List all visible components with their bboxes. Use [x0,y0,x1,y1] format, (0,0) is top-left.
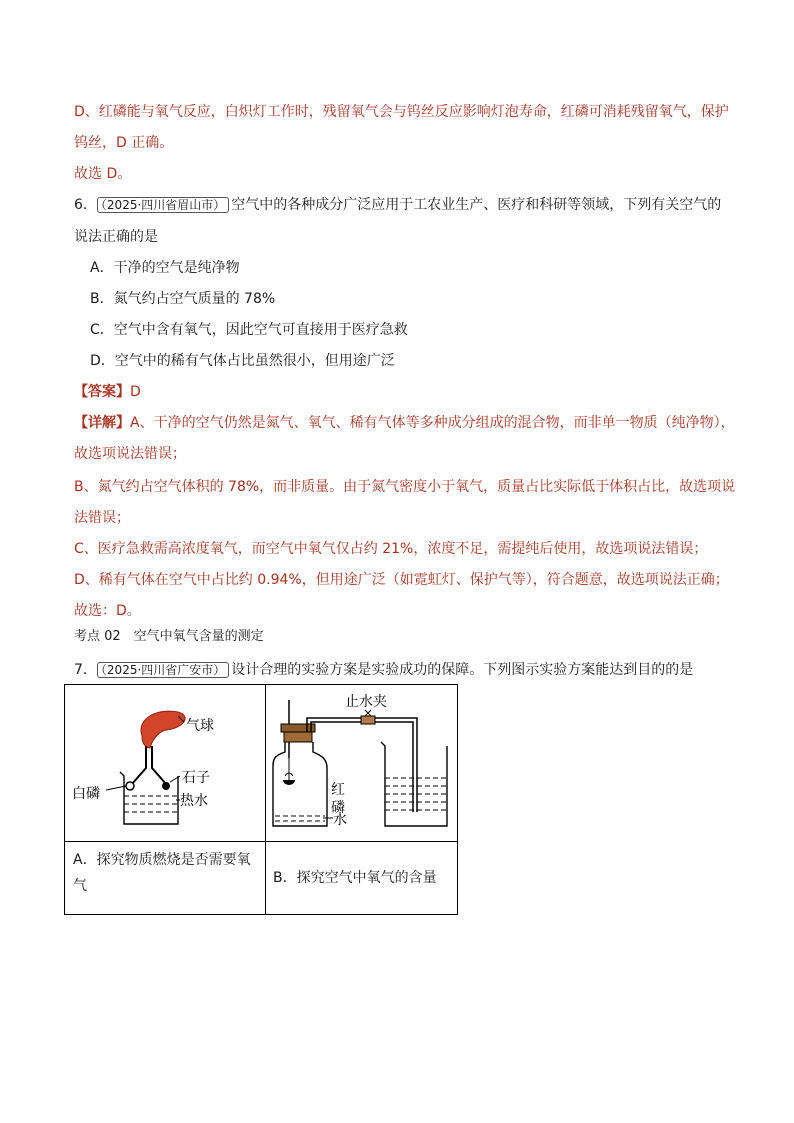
q6-detail-line3: B、氮气约占空气体积的 78%，而非质量。由于氮气密度小于氧气，质量占比实际低于体积占比，故选项说 [74,479,736,495]
q6-detail-line2: 故选项说法错误； [74,446,186,462]
answer-label: 【答案】 [74,384,130,400]
label-balloon: 气球 [186,718,214,734]
q6-detail-line1 [74,413,735,433]
figure-b-oxygen-content [267,686,459,840]
label-red-2: 磷 [331,800,345,816]
q6-source-tag: （2025·四川省眉山市） [97,197,229,213]
caption-a-line1: A．探究物质燃烧是否需要氧 [73,852,251,868]
q7-source-tag: （2025·四川省广安市） [97,662,229,678]
q6-stem-text: 空气中的各种成分广泛应用于工农业生产、医疗和科研等领域，下列有关空气的 [231,197,722,213]
q6-option-a: A．干净的空气是纯净物 [90,260,240,276]
experiment-table [64,684,458,915]
label-stone: 石子 [182,770,210,786]
q6-detail-line5: C、医疗急救需高浓度氧气，而空气中氧气仅占约 21%，浓度不足，需提纯后使用，故选项说法错误； [74,541,708,557]
label-white-phosphorus: 白磷 [72,786,100,802]
q6-option-c: C．空气中含有氧气，因此空气可直接用于医疗急救 [90,322,408,338]
figure-a-combustion [66,686,264,840]
q7-stem-text: 设计合理的实验方案是实验成功的保障。下列图示实验方案能达到目的的是 [231,662,694,678]
answer-value: D [130,384,141,400]
prev-choice: 故选 D。 [74,166,132,182]
q7-stem [74,660,693,680]
q6-detail-line7: 故选：D。 [74,603,141,619]
detail-label: 【详解】 [74,415,130,431]
q6-option-b: B．氮气约占空气质量的 78% [90,291,276,307]
q7-number: 7． [74,662,97,678]
q6-detail-line6: D、稀有气体在空气中占比约 0.94%，但用途广泛（如霓虹灯、保护气等），符合题意，故选项说法正确； [74,572,729,588]
caption-a-line2: 气 [73,878,87,894]
label-clamp: 止水夹 [345,694,387,710]
q6-detail-line4: 法错误； [74,510,130,526]
prev-detail-line2: 钨丝，D 正确。 [74,135,174,151]
prev-detail-line1: D、红磷能与氧气反应，白炽灯工作时，残留氧气会与钨丝反应影响灯泡寿命，红磷可消耗残留氧气，保护 [74,104,729,120]
section-heading: 考点 02 空气中氧气含量的测定 [74,629,264,644]
q6-number: 6． [74,197,97,213]
label-red-1: 红 [331,782,345,798]
label-hot-water: 热水 [180,793,208,809]
caption-a [73,847,251,899]
q6-stem-line1 [74,195,721,215]
detail-text: A、干净的空气仍然是氮气、氧气、稀有气体等多种成分组成的混合物，而非单一物质（纯净物）， [130,415,735,431]
q6-stem-line2: 说法正确的是 [74,229,158,245]
label-water: 水 [333,812,347,828]
q6-option-d: D．空气中的稀有气体占比虽然很小，但用途广泛 [90,353,395,369]
caption-b: B．探究空气中氧气的含量 [273,870,437,886]
q6-answer [74,382,141,402]
